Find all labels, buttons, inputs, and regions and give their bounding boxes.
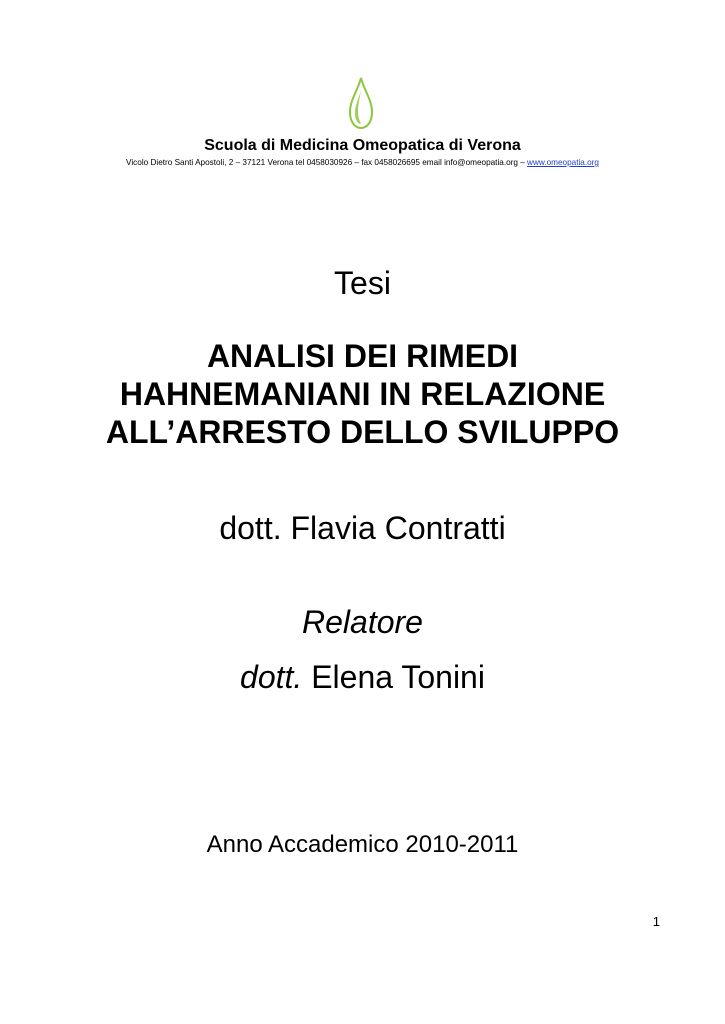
contact-line [0,157,725,169]
document-type: Tesi [334,265,391,301]
contact-details: Vicolo Dietro Santi Apostoli, 2 – 37121 Verona tel 0458030926 – fax 0458026695 email info@omeopatia.org – [126,158,528,167]
drop-logo-icon [346,76,376,130]
author-name: dott. Flavia Contratti [219,510,506,546]
thesis-title [0,337,725,451]
website-link[interactable]: www.omeopatia.org [527,158,599,167]
supervisor-full-name: Elena Tonini [302,659,485,695]
thesis-title-line: ANALISI DEI RIMEDI [206,338,519,374]
school-name: Scuola di Medicina Omeopatica di Verona [204,137,521,154]
supervisor-title: dott. [240,659,303,695]
supervisor-label: Relatore [302,604,423,640]
supervisor-name [0,657,725,697]
page-number: 1 [652,914,660,929]
thesis-title-line: ALL’ARRESTO DELLO SVILUPPO [105,414,620,450]
thesis-title-line: HAHNEMANIANI IN RELAZIONE [119,376,606,412]
academic-year: Anno Accademico 2010-2011 [206,831,519,858]
